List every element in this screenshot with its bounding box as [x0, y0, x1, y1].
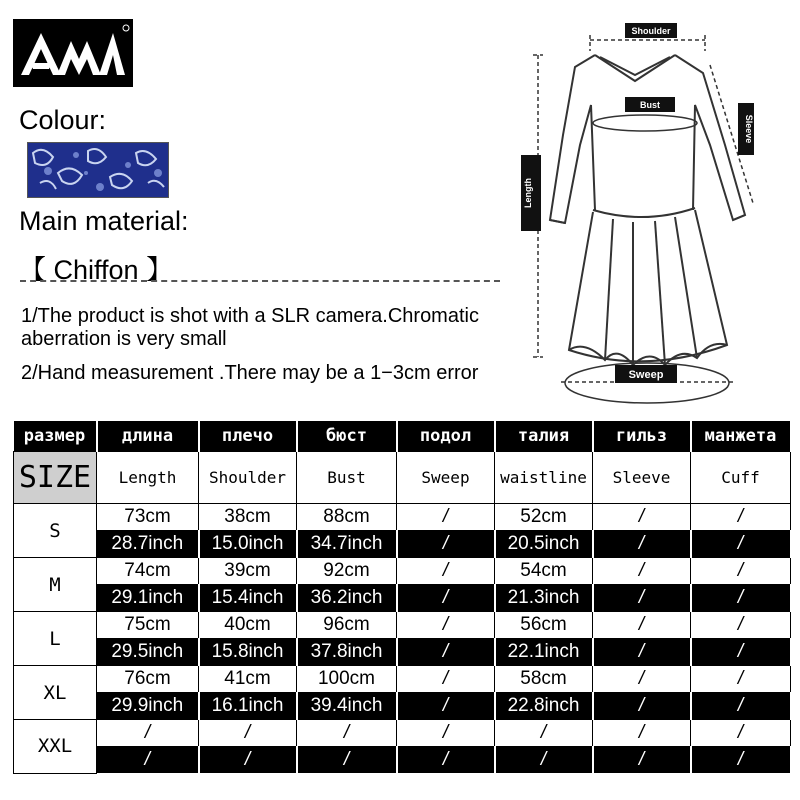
cm-value: /	[691, 720, 791, 747]
size-row-cm	[14, 558, 791, 585]
inch-value: /	[297, 747, 397, 774]
inch-value: /	[691, 747, 791, 774]
inch-value: /	[97, 747, 199, 774]
size-chart-table	[13, 421, 792, 774]
inch-value: 36.2inch	[297, 585, 397, 612]
cm-value: 38cm	[199, 504, 297, 531]
cm-value: /	[397, 504, 495, 531]
size-row-cm	[14, 612, 791, 639]
note-camera: 1/The product is shot with a SLR camera.Chromatic aberration is very small	[21, 305, 479, 350]
inch-value: /	[397, 531, 495, 558]
inch-value: /	[593, 747, 691, 774]
cm-value: /	[297, 720, 397, 747]
inch-value: 39.4inch	[297, 693, 397, 720]
inch-value: /	[397, 693, 495, 720]
header-ru: талия	[495, 421, 593, 452]
cm-value: 39cm	[199, 558, 297, 585]
size-row-inch	[14, 747, 791, 774]
size-row-inch	[14, 693, 791, 720]
size-row-cm	[14, 504, 791, 531]
inch-value: /	[691, 531, 791, 558]
cm-value: /	[593, 504, 691, 531]
cm-value: 92cm	[297, 558, 397, 585]
cm-value: /	[691, 504, 791, 531]
main-material-label: Main material:	[19, 206, 189, 236]
header-en-size: SIZE	[14, 452, 97, 504]
inch-value: /	[495, 747, 593, 774]
inch-value: 15.4inch	[199, 585, 297, 612]
cm-value: /	[397, 612, 495, 639]
size-row-inch	[14, 639, 791, 666]
cm-value: 56cm	[495, 612, 593, 639]
header-en: Sleeve	[593, 452, 691, 504]
header-ru: плечо	[199, 421, 297, 452]
inch-value: 15.0inch	[199, 531, 297, 558]
cm-value: 96cm	[297, 612, 397, 639]
cm-value: /	[691, 612, 791, 639]
cm-value: 100cm	[297, 666, 397, 693]
inch-value: 28.7inch	[97, 531, 199, 558]
size-label: L	[14, 612, 97, 666]
header-en: Length	[97, 452, 199, 504]
english-header-row	[14, 452, 791, 504]
inch-value: /	[593, 693, 691, 720]
inch-value: 34.7inch	[297, 531, 397, 558]
note-measurement: 2/Hand measurement .There may be a 1−3cm error	[21, 362, 479, 384]
cm-value: 73cm	[97, 504, 199, 531]
cm-value: 40cm	[199, 612, 297, 639]
cm-value: /	[397, 666, 495, 693]
inch-value: 16.1inch	[199, 693, 297, 720]
colour-label: Colour:	[19, 105, 107, 135]
main-material-value: 【 Chiffon 】	[19, 255, 174, 285]
inch-value: /	[691, 639, 791, 666]
cm-value: 76cm	[97, 666, 199, 693]
size-label: M	[14, 558, 97, 612]
cm-value: /	[593, 558, 691, 585]
cm-value: /	[199, 720, 297, 747]
size-label: S	[14, 504, 97, 558]
header-en: waistline	[495, 452, 593, 504]
header-ru: подол	[397, 421, 495, 452]
cm-value: /	[397, 720, 495, 747]
header-ru: манжета	[691, 421, 791, 452]
inch-value: 20.5inch	[495, 531, 593, 558]
cm-value: 58cm	[495, 666, 593, 693]
inch-value: /	[691, 693, 791, 720]
svg-text:Sweep: Sweep	[628, 369, 664, 381]
colour-swatch	[27, 142, 169, 198]
svg-text:Bust: Bust	[640, 100, 660, 110]
svg-text:Sleeve: Sleeve	[744, 114, 754, 144]
inch-value: /	[397, 639, 495, 666]
header-en: Bust	[297, 452, 397, 504]
header-en: Shoulder	[199, 452, 297, 504]
header-en: Cuff	[691, 452, 791, 504]
inch-value: /	[397, 585, 495, 612]
cm-value: 41cm	[199, 666, 297, 693]
russian-header-row	[14, 421, 791, 452]
brand-logo	[13, 19, 133, 87]
cm-value: /	[495, 720, 593, 747]
cm-value: 88cm	[297, 504, 397, 531]
header-ru: гильз	[593, 421, 691, 452]
svg-text:Shoulder: Shoulder	[631, 26, 671, 36]
inch-value: /	[199, 747, 297, 774]
cm-value: /	[593, 666, 691, 693]
header-ru: длина	[97, 421, 199, 452]
cm-value: /	[397, 558, 495, 585]
inch-value: /	[593, 585, 691, 612]
inch-value: 37.8inch	[297, 639, 397, 666]
cm-value: /	[691, 666, 791, 693]
inch-value: 29.1inch	[97, 585, 199, 612]
cm-value: 52cm	[495, 504, 593, 531]
inch-value: /	[691, 585, 791, 612]
cm-value: 74cm	[97, 558, 199, 585]
cm-value: /	[97, 720, 199, 747]
svg-text:Length: Length	[523, 178, 533, 208]
inch-value: 22.1inch	[495, 639, 593, 666]
header-en: Sweep	[397, 452, 495, 504]
cm-value: /	[593, 612, 691, 639]
header-ru: бюст	[297, 421, 397, 452]
size-row-cm	[14, 666, 791, 693]
size-row-cm	[14, 720, 791, 747]
inch-value: 22.8inch	[495, 693, 593, 720]
inch-value: /	[593, 531, 691, 558]
garment-measurement-diagram	[505, 15, 795, 420]
inch-value: 21.3inch	[495, 585, 593, 612]
inch-value: 29.9inch	[97, 693, 199, 720]
header-ru: размер	[14, 421, 97, 452]
dashed-divider	[20, 280, 500, 282]
size-label: XL	[14, 666, 97, 720]
size-label: XXL	[14, 720, 97, 774]
inch-value: 29.5inch	[97, 639, 199, 666]
cm-value: /	[691, 558, 791, 585]
inch-value: 15.8inch	[199, 639, 297, 666]
cm-value: 75cm	[97, 612, 199, 639]
cm-value: /	[593, 720, 691, 747]
inch-value: /	[593, 639, 691, 666]
cm-value: 54cm	[495, 558, 593, 585]
size-row-inch	[14, 585, 791, 612]
inch-value: /	[397, 747, 495, 774]
size-row-inch	[14, 531, 791, 558]
